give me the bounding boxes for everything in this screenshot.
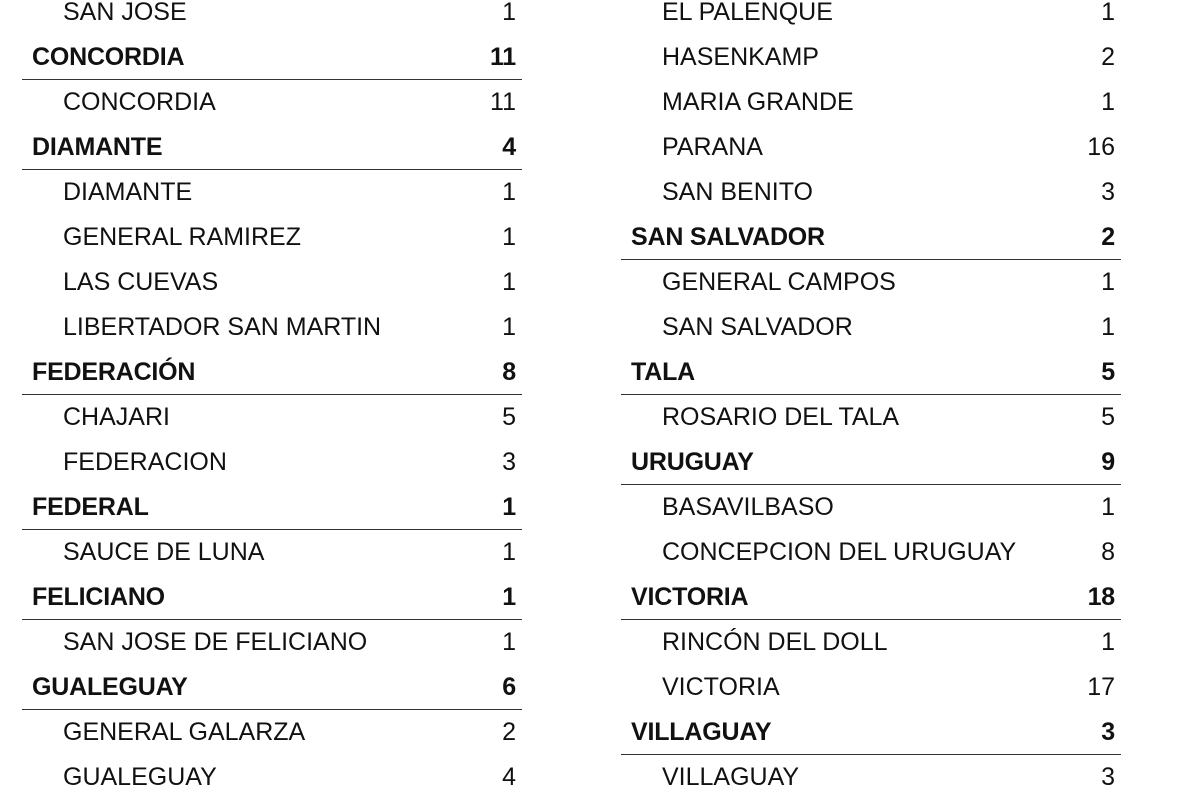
locality-row — [621, 395, 1121, 440]
department-count: 11 — [489, 42, 516, 71]
department-name: FEDERAL — [32, 492, 149, 521]
locality-row — [22, 395, 522, 440]
locality-row — [22, 530, 522, 575]
department-count: 6 — [502, 672, 516, 701]
locality-row — [621, 260, 1121, 305]
department-name: URUGUAY — [631, 447, 754, 476]
locality-count: 1 — [502, 0, 516, 26]
locality-count: 3 — [502, 448, 516, 476]
locality-name: EL PALENQUE — [662, 0, 833, 26]
department-row — [22, 35, 522, 80]
locality-row — [621, 35, 1121, 80]
locality-row — [621, 665, 1121, 710]
locality-count: 5 — [502, 403, 516, 431]
locality-name: HASENKAMP — [662, 43, 819, 71]
department-name: VICTORIA — [631, 582, 749, 611]
locality-name: SAN JOSE DE FELICIANO — [63, 628, 368, 656]
department-row — [22, 125, 522, 170]
department-count: 3 — [1101, 717, 1115, 746]
locality-count: 16 — [1087, 133, 1115, 161]
department-name: TALA — [631, 357, 695, 386]
department-name: CONCORDIA — [32, 42, 185, 71]
locality-row — [22, 305, 522, 350]
department-row — [22, 350, 522, 395]
locality-row — [22, 260, 522, 305]
department-count: 9 — [1101, 447, 1115, 476]
locality-name: DIAMANTE — [63, 178, 193, 206]
department-count: 1 — [502, 492, 516, 521]
locality-name: GUALEGUAY — [63, 763, 217, 791]
locality-name: BASAVILBASO — [662, 493, 834, 521]
locality-count: 1 — [1101, 268, 1115, 296]
locality-name: SAN SALVADOR — [662, 313, 853, 341]
right-table-column — [621, 0, 1121, 800]
locality-count: 11 — [490, 88, 516, 116]
locality-count: 2 — [502, 718, 516, 746]
locality-name: ROSARIO DEL TALA — [662, 403, 900, 431]
department-name: DIAMANTE — [32, 132, 163, 161]
locality-row — [22, 710, 522, 755]
department-row — [621, 440, 1121, 485]
locality-row — [22, 0, 522, 35]
locality-row — [621, 755, 1121, 800]
department-name: VILLAGUAY — [631, 717, 772, 746]
locality-count: 2 — [1101, 43, 1115, 71]
locality-count: 4 — [502, 763, 516, 791]
locality-name: CONCEPCION DEL URUGUAY — [662, 538, 1017, 566]
locality-count: 1 — [1101, 628, 1115, 656]
locality-row — [22, 620, 522, 665]
locality-name: PARANA — [662, 133, 763, 161]
locality-count: 1 — [1101, 0, 1115, 26]
locality-row — [22, 80, 522, 125]
locality-row — [621, 0, 1121, 35]
locality-row — [621, 305, 1121, 350]
locality-count: 3 — [1101, 178, 1115, 206]
locality-count: 1 — [502, 223, 516, 251]
locality-count: 1 — [502, 178, 516, 206]
locality-count: 1 — [502, 268, 516, 296]
department-row — [22, 665, 522, 710]
department-count: 2 — [1101, 222, 1115, 251]
locality-name: VICTORIA — [662, 673, 780, 701]
locality-row — [621, 170, 1121, 215]
department-name: GUALEGUAY — [32, 672, 188, 701]
locality-name: LAS CUEVAS — [63, 268, 219, 296]
department-row — [22, 575, 522, 620]
department-count: 1 — [502, 582, 516, 611]
locality-count: 8 — [1101, 538, 1115, 566]
locality-name: RINCÓN DEL DOLL — [662, 628, 888, 656]
department-name: SAN SALVADOR — [631, 222, 825, 251]
department-row — [22, 485, 522, 530]
locality-count: 17 — [1087, 673, 1115, 701]
locality-row — [621, 125, 1121, 170]
locality-name: FEDERACION — [63, 448, 227, 476]
locality-count: 1 — [1101, 493, 1115, 521]
locality-row — [22, 215, 522, 260]
department-row — [621, 710, 1121, 755]
locality-count: 1 — [1101, 313, 1115, 341]
locality-count: 5 — [1101, 403, 1115, 431]
locality-count: 1 — [502, 313, 516, 341]
locality-row — [621, 80, 1121, 125]
department-count: 8 — [502, 357, 516, 386]
locality-name: SAUCE DE LUNA — [63, 538, 265, 566]
department-name: FELICIANO — [32, 582, 165, 611]
locality-row — [22, 440, 522, 485]
locality-name: MARIA GRANDE — [662, 88, 854, 116]
locality-name: LIBERTADOR SAN MARTIN — [63, 313, 382, 341]
left-table-column — [22, 0, 522, 800]
locality-count: 3 — [1101, 763, 1115, 791]
locality-count: 1 — [1101, 88, 1115, 116]
locality-name: GENERAL RAMIREZ — [63, 223, 302, 251]
department-row — [621, 215, 1121, 260]
locality-row — [621, 485, 1121, 530]
department-row — [621, 350, 1121, 395]
locality-row — [22, 755, 522, 800]
department-count: 5 — [1101, 357, 1115, 386]
locality-count: 1 — [502, 628, 516, 656]
locality-name: CONCORDIA — [63, 88, 216, 116]
department-count: 18 — [1087, 582, 1115, 611]
department-name: FEDERACIÓN — [32, 357, 196, 386]
department-count: 4 — [502, 132, 516, 161]
locality-name: GENERAL GALARZA — [63, 718, 306, 746]
locality-row — [621, 530, 1121, 575]
locality-count: 1 — [502, 538, 516, 566]
locality-name: SAN JOSE — [63, 0, 187, 26]
locality-name: GENERAL CAMPOS — [662, 268, 896, 296]
locality-row — [22, 170, 522, 215]
department-row — [621, 575, 1121, 620]
locality-row — [621, 620, 1121, 665]
locality-name: SAN BENITO — [662, 178, 813, 206]
locality-name: CHAJARI — [63, 403, 170, 431]
locality-name: VILLAGUAY — [662, 763, 800, 791]
